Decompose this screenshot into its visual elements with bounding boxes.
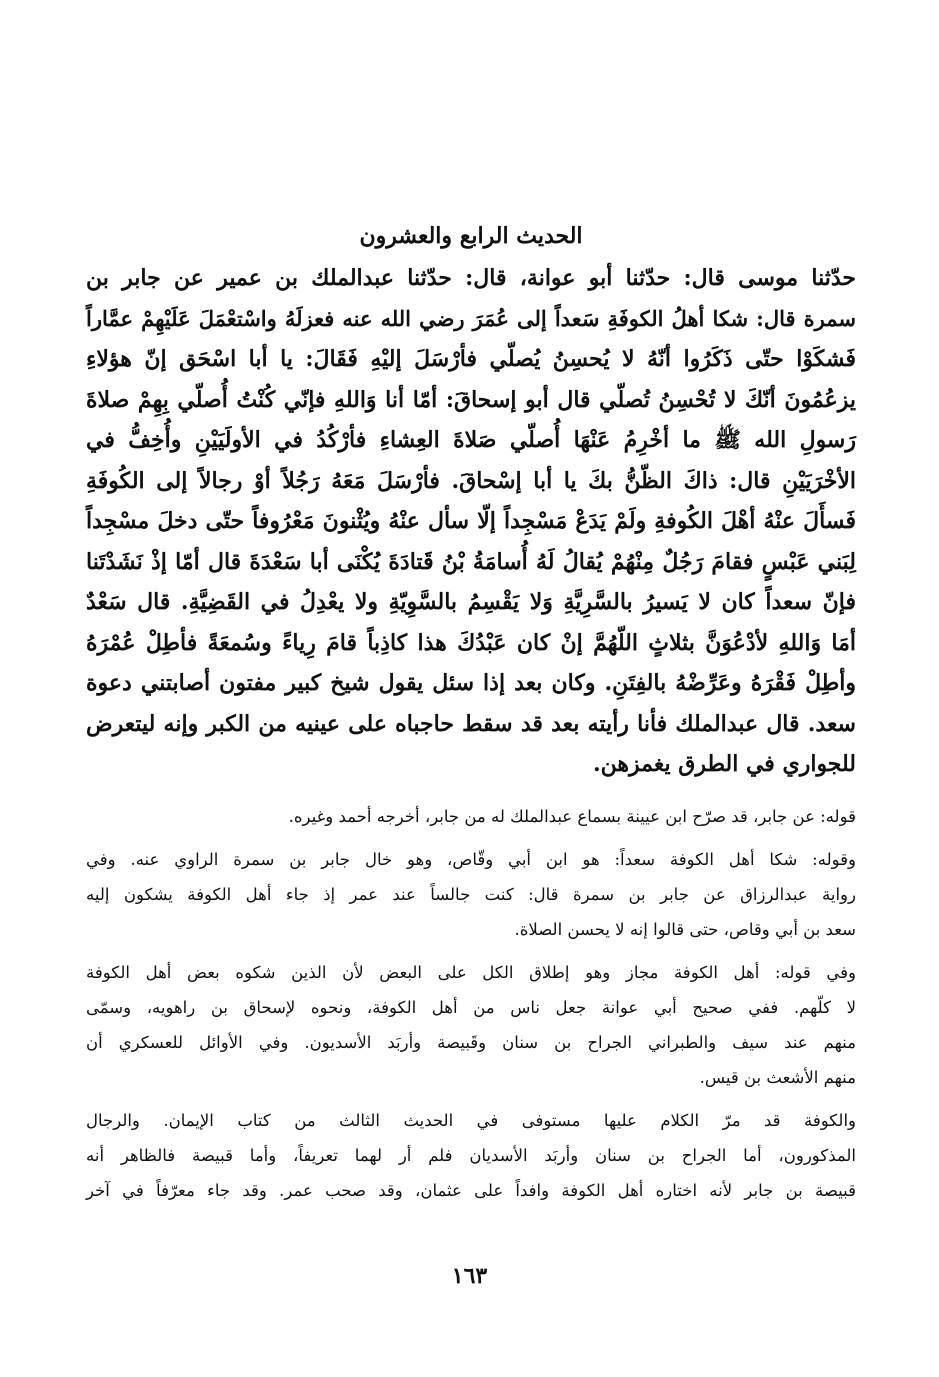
commentary-line: قوله: عن جابر، قد صرّح ابن عيينة بسماع عبدالملك له من جابر، أخرجه أحمد وغيره. (288, 806, 856, 826)
commentary-line: المذكورون، أما الجراح بن سنان وأربَد الأسديان فلم أر لهما تعريفاً، وأما قبيصة فالظاهر أنه (86, 1145, 856, 1165)
hadith-line: يزعُمُونَ أنّكَ لا تُحْسِنُ تُصلّي قال أبو إسحاقَ: أمّا أنا وَاللهِ فإنّي كُنْتُ أُصلّي بِهِمْ صلاةَ (86, 386, 856, 413)
commentary-line: وقوله: شكا أهل الكوفة سعداً: هو ابن أبي وقّاص، وهو خال جابر بن سمرة الراوي عنه. وفي (86, 849, 856, 869)
hadith-line: الأخْرَيَيْنِ قال: ذاكَ الظّنُّ بكَ يا أبا إسْحاقَ. فأرْسَلَ مَعَهُ رَجُلاً أوْ رجالاً إلى الكُوفَةِ (86, 467, 856, 494)
hadith-line: رَسولِ الله ﷺ ما أخْرِمُ عَنْهَا أُصلّي صَلاةَ العِشاءِ فأرْكُدُ في الأولَيَيْنِ وأُخِفُّ في (86, 427, 856, 453)
hadith-line: للجواري في الطرق يغمزهن. (592, 751, 856, 777)
commentary-line: منهم عند سيف والطبراني الجراح بن سنان وقَبيصة وأربَد الأسديون. وفي الأوائل للعسكري أن (86, 1032, 856, 1052)
commentary-line: والكوفة قد مرّ الكلام عليها مستوفى في الحديث الثالث من كتاب الإيمان. والرجال (86, 1110, 856, 1130)
hadith-line: سمرة قال: شكا أهلُ الكوفَةِ سَعداً إلى عُمَرَ رضي الله عنه فعزلَهُ واسْتعْمَلَ عَلَيْهِمْ عمَّاراً (86, 305, 856, 331)
hadith-line: فإنّ سعداً كان لا يَسيرُ بالسَّرِيَّةِ وَلا يَقْسِمُ بالسَّوِيّةِ ولا يعْدِلُ في القَضِيَّةِ. قال سَعْدٌ (86, 589, 857, 615)
commentary-paragraph (86, 1103, 856, 1208)
commentary-line: لا كلّهم. ففي صحيح أبي عوانة جعل ناس من أهل الكوفة، ونحوه لإسحاق بن راهويه، وسمّى (86, 997, 856, 1017)
commentary-line: وفي قوله: أهل الكوفة مجاز وهو إطلاق الكل على البعض لأن الذين شكوه بعض أهل الكوفة (86, 962, 856, 982)
hadith-line: سعد. قال عبدالملك فأنا رأيته بعد قد سقط حاجباه على عينيه من الكبر وإنه ليتعرض (86, 710, 856, 737)
hadith-line: حدّثنا موسى قال: حدّثنا أبو عوانة، قال: حدّثنا عبدالملك بن عمير عن جابر بن (86, 265, 856, 291)
hadith-line: وأطِلْ فَقْرَهُ وعَرِّضْهُ بالفِتَنِ. وكان بعد إذا سئل يقول شيخ كبير مفتون أصابتني دعوة (86, 670, 856, 696)
page-number: ١٦٣ (451, 1263, 488, 1289)
commentary-paragraph (86, 955, 856, 1095)
hadith-line: فَشكَوْا حتّى ذَكَرُوا أنّهُ لا يُحسِنُ يُصلّي فأرْسَلَ إليْهِ فَقَالَ: يا أبا اسْحَق إنّ هؤلاءِ (86, 346, 856, 372)
commentary (86, 799, 856, 1208)
commentary-line: منهم الأشعث بن قيس. (699, 1067, 856, 1087)
commentary-line: سعد بن أبي وقاص، حتى قالوا إنه لا يحسن الصلاة. (514, 919, 856, 939)
commentary-line: رواية عبدالرزاق عن جابر بن سمرة قال: كنت جالساً عند عمر إذ جاء أهل الكوفة يشكون إليه (86, 884, 856, 904)
hadith-line: أمَا وَاللهِ لأدْعُوَنَّ بثلاثٍ اللّهُمَّ إنْ كان عَبْدُكَ هذا كاذِباً قامَ رِياءً وسُمعَةً فأطِلْ عُمْرَهُ (86, 629, 856, 656)
hadith-text (86, 258, 856, 785)
commentary-paragraph (86, 799, 856, 834)
page-body (86, 218, 856, 1216)
commentary-paragraph (86, 842, 856, 947)
hadith-line: فَسأَلَ عنْهُ أهْلَ الكُوفةِ ولَمْ يَدَعْ مَسْجِداً إلّا سأل عنْهُ ويُثْنونَ مَعْرُوفاً حتّى دخلَ مسْجِداً (86, 508, 856, 534)
hadith-line: لِبَني عَبْسٍ فقامَ رَجُلٌ مِنْهُمْ يُقالُ لَهُ أُسامَةُ بْنُ قَتادَةَ يُكْنَى أبا سَعْدَةَ قال أمّا إذْ نَشَدْتَنا (86, 548, 856, 575)
commentary-line: قبيصة بن جابر لأنه اختاره أهل الكوفة وافداً على عثمان، وقد صحب عمر. وقد جاء معرّفاً في آخر (86, 1180, 856, 1200)
hadith-heading: الحديث الرابع والعشرون (359, 223, 583, 249)
